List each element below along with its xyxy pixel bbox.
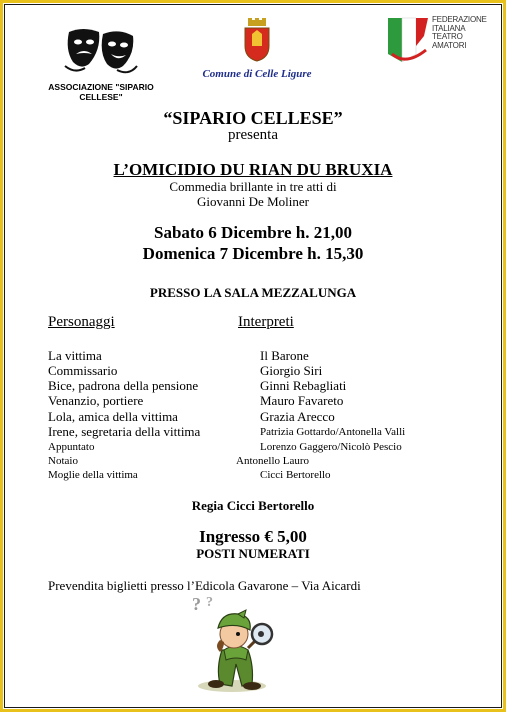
director-credit: Regia Cicci Bertorello bbox=[191, 498, 315, 513]
cast-role: Appuntato bbox=[48, 441, 95, 453]
cast-actor: Cicci Bertorello bbox=[260, 469, 331, 481]
venue: PRESSO LA SALA MEZZALUNGA bbox=[149, 285, 357, 300]
play-genre: Commedia brillante in tre atti di bbox=[169, 179, 337, 194]
cast-role: Notaio bbox=[48, 455, 78, 467]
theatre-masks-icon bbox=[61, 24, 141, 78]
cast-actor: Antonello Lauro bbox=[236, 455, 310, 467]
association-caption: ASSOCIAZIONE "SIPARIO CELLESE" bbox=[48, 82, 154, 102]
cast-actor: Patrizia Gottardo/Antonella Valli bbox=[260, 426, 406, 438]
play-author: Giovanni De Moliner bbox=[197, 194, 309, 209]
fita-flag-icon bbox=[386, 16, 430, 68]
comune-caption: Comune di Celle Ligure bbox=[202, 68, 312, 80]
ticket-price: Ingresso € 5,00 bbox=[199, 527, 307, 546]
association-logo bbox=[26, 24, 176, 100]
detective-icon bbox=[186, 594, 286, 696]
cast-actor: Giorgio Siri bbox=[260, 363, 323, 378]
cast-actor: Lorenzo Gaggero/Nicolò Pescio bbox=[260, 441, 402, 453]
actors-header: Interpreti bbox=[238, 314, 294, 330]
cast-actor: Grazia Arecco bbox=[260, 409, 335, 424]
cast-role: Lola, amica della vittima bbox=[48, 409, 178, 424]
fita-line: TEATRO bbox=[432, 32, 463, 41]
cast-actor: Il Barone bbox=[260, 348, 309, 363]
date-first: Sabato 6 Dicembre h. 21,00 bbox=[153, 223, 352, 242]
cast-actor: Mauro Favareto bbox=[260, 393, 344, 408]
fita-line: ITALIANA bbox=[432, 23, 466, 33]
svg-text:?: ? bbox=[192, 594, 201, 614]
cast-role: Irene, segretaria della vittima bbox=[48, 424, 201, 439]
cast-actor: Ginni Rebagliati bbox=[260, 378, 347, 393]
presents-text: presenta bbox=[228, 127, 278, 143]
fita-caption bbox=[432, 16, 492, 98]
play-title bbox=[0, 160, 506, 180]
play-title-text: L’OMICIDIO DU RIAN DU BRUXIA bbox=[113, 160, 393, 179]
seating-note: POSTI NUMERATI bbox=[196, 546, 310, 561]
company-name: “SIPARIO CELLESE” bbox=[163, 108, 343, 128]
coat-of-arms-icon bbox=[242, 18, 272, 62]
cast-role: La vittima bbox=[48, 348, 102, 363]
cast-role: Moglie della vittima bbox=[48, 469, 138, 481]
characters-header: Personaggi bbox=[48, 314, 115, 330]
cast-role: Bice, padrona della pensione bbox=[48, 378, 199, 393]
date-second: Domenica 7 Dicembre h. 15,30 bbox=[142, 244, 364, 263]
fita-logo bbox=[386, 14, 487, 94]
fita-line: AMATORI bbox=[432, 40, 467, 50]
fita-line: FEDERAZIONE bbox=[432, 15, 487, 24]
svg-text:?: ? bbox=[206, 595, 213, 610]
cast-role: Venanzio, portiere bbox=[48, 393, 144, 408]
cast-role: Commissario bbox=[48, 363, 118, 378]
presale-info: Prevendita biglietti presso l’Edicola Gavarone – Via Aicardi bbox=[48, 578, 361, 593]
comune-logo bbox=[186, 18, 328, 80]
